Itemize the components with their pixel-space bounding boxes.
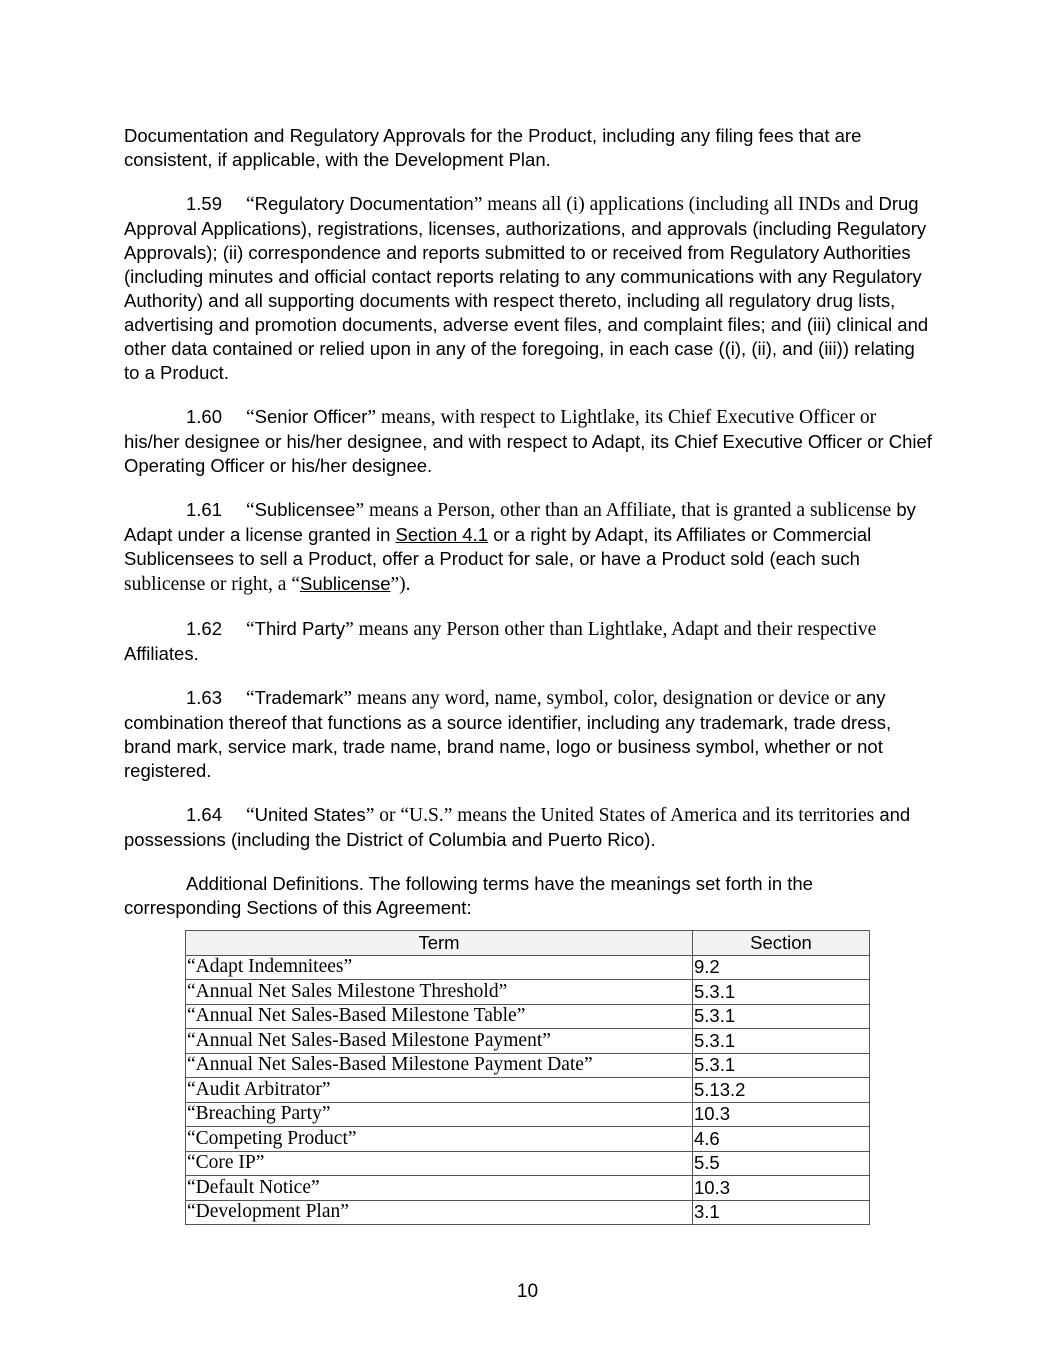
definition-lead: means a Person, other than an Affiliate, that is granted a sublicense: [364, 500, 892, 521]
open-quote: “: [246, 805, 255, 826]
additional-definitions-text: The following terms have the meanings set forth in the corresponding Sections of this Agreement:: [124, 873, 813, 918]
definition-1-64: [124, 803, 934, 852]
definition-1-62: [124, 617, 934, 666]
defined-term: Third Party: [254, 618, 346, 639]
table-row: [186, 980, 870, 1005]
definition-body-continued: or a right by Adapt, its Affiliates or Commercial Sublicensees to sell a Product, offer a Product for sale, or have a Product sold (each such: [124, 524, 872, 569]
document-body: [124, 124, 934, 940]
term-cell: “Breaching Party”: [186, 1102, 693, 1127]
defined-term: Senior Officer: [254, 406, 368, 427]
section-cell: 9.2: [693, 955, 870, 980]
close-quote: ”: [345, 619, 354, 640]
term-cell: “Annual Net Sales Milestone Threshold”: [186, 980, 693, 1005]
definition-number: 1.63: [186, 687, 223, 708]
table-row: [186, 1004, 870, 1029]
defined-term: Regulatory Documentation: [254, 193, 474, 214]
open-quote: “: [246, 500, 255, 521]
definition-lead: or “U.S.” means the United States of America and its territories: [374, 805, 875, 826]
definition-number: 1.61: [186, 499, 223, 520]
section-cell: 10.3: [693, 1102, 870, 1127]
section-cell: 4.6: [693, 1127, 870, 1152]
definition-body: by Adapt under a license granted in: [124, 499, 916, 545]
additional-definitions-paragraph: [124, 872, 934, 920]
definition-body: Drug Approval Applications), registrations, licenses, authorizations, and approvals (including Regulatory Approvals); (ii) correspondence and reports submitted to or received from Regulatory Authorities (including minutes and official contact reports relating to any communications with any Regulatory Authority) and all supporting documents with respect thereto, including all regulatory drug lists, advertising and promotion documents, adverse event files, and complaint files; and (iii) clinical and other data contained or relied upon in any of the foregoing, in each case ((i), (ii), and (iii)) relating to a Product.: [124, 193, 929, 383]
definitions-table: [185, 930, 870, 1225]
open-quote: “: [246, 619, 255, 640]
definition-tail: sublicense or right, a “: [124, 574, 300, 595]
definition-body: and possessions (including the District of Columbia and Puerto Rico).: [124, 804, 911, 850]
term-cell: “Core IP”: [186, 1151, 693, 1176]
close-quote: ”: [365, 805, 375, 826]
defined-term: Sublicensee: [254, 499, 356, 520]
term-cell: “Annual Net Sales-Based Milestone Table”: [186, 1004, 693, 1029]
section-cell: 5.3.1: [693, 980, 870, 1005]
table-row: [186, 955, 870, 980]
table-row: [186, 1078, 870, 1103]
term-column-header: Term: [186, 931, 693, 956]
section-cell: 5.5: [693, 1151, 870, 1176]
term-cell: “Development Plan”: [186, 1200, 693, 1225]
definition-1-60: [124, 405, 934, 478]
definition-body: Affiliates.: [124, 643, 199, 664]
page-number: 10: [516, 1281, 539, 1302]
open-quote: “: [246, 194, 255, 215]
definition-number: 1.62: [186, 618, 223, 639]
section-cell: 5.13.2: [693, 1078, 870, 1103]
definition-lead: means, with respect to Lightlake, its Chief Executive Officer or: [376, 407, 877, 428]
definition-1-59: [124, 192, 934, 385]
table-row: [186, 1176, 870, 1201]
section-cell: 3.1: [693, 1200, 870, 1225]
close-quote: ”: [473, 194, 483, 215]
table-header-row: [186, 931, 870, 956]
close-quote: ”: [343, 688, 353, 709]
table-row: [186, 1029, 870, 1054]
definition-tail-end: ”).: [390, 574, 411, 595]
definition-lead: means any word, name, symbol, color, designation or device or: [352, 688, 851, 709]
section-cell: 10.3: [693, 1176, 870, 1201]
section-cell: 5.3.1: [693, 1004, 870, 1029]
definition-number: 1.60: [186, 406, 223, 427]
section-cell: 5.3.1: [693, 1053, 870, 1078]
sublicense-term: Sublicense: [300, 573, 391, 594]
term-cell: “Audit Arbitrator”: [186, 1078, 693, 1103]
close-quote: ”: [367, 407, 377, 428]
open-quote: “: [246, 407, 255, 428]
definition-1-61: [124, 498, 934, 597]
section-column-header: Section: [693, 931, 870, 956]
close-quote: ”: [355, 500, 365, 521]
section-cell: 5.3.1: [693, 1029, 870, 1054]
definition-1-63: [124, 686, 934, 783]
term-cell: “Competing Product”: [186, 1127, 693, 1152]
definition-lead: means any Person other than Lightlake, Adapt and their respective: [353, 619, 877, 640]
definition-body: any combination thereof that functions as a source identifier, including any trademark, trade dress, brand mark, service mark, trade name, brand name, logo or business symbol, whether or not registered.: [124, 687, 892, 781]
definition-lead: means all (i) applications (including all INDs and: [482, 194, 874, 215]
table-row: [186, 1053, 870, 1078]
definition-body: his/her designee or his/her designee, and with respect to Adapt, its Chief Executive Officer or Chief Operating Officer or his/her designee.: [124, 431, 932, 476]
term-cell: “Annual Net Sales-Based Milestone Payment”: [186, 1029, 693, 1054]
term-cell: “Annual Net Sales-Based Milestone Payment Date”: [186, 1053, 693, 1078]
defined-term: Trademark: [254, 687, 344, 708]
table-row: [186, 1200, 870, 1225]
additional-definitions-heading: Additional Definitions.: [186, 873, 364, 894]
term-cell: “Default Notice”: [186, 1176, 693, 1201]
table-row: [186, 1127, 870, 1152]
definition-number: 1.64: [186, 804, 223, 825]
defined-term: United States: [254, 804, 366, 825]
table-row: [186, 1151, 870, 1176]
intro-paragraph: Documentation and Regulatory Approvals for the Product, including any filing fees that are consistent, if applicable, with the Development Plan.: [124, 125, 862, 170]
section-4-1-link[interactable]: Section 4.1: [395, 524, 489, 545]
definition-number: 1.59: [186, 193, 223, 214]
table-row: [186, 1102, 870, 1127]
open-quote: “: [246, 688, 255, 709]
term-cell: “Adapt Indemnitees”: [186, 955, 693, 980]
